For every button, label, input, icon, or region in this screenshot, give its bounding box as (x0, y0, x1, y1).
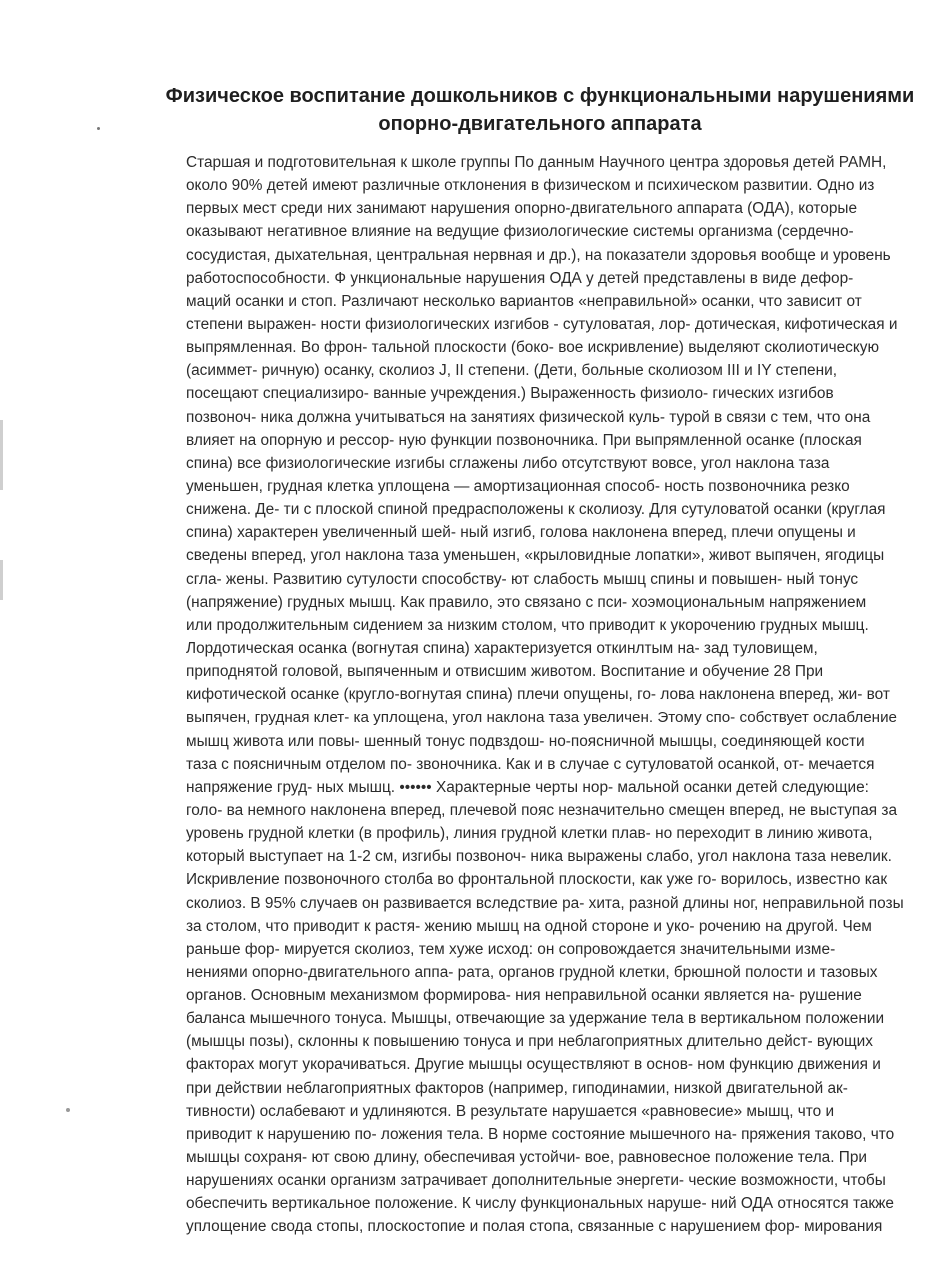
body-text-line: уровень грудной клетки (в профиль), линия грудной клетки плав- но переходит в линию живота, (186, 825, 873, 843)
body-text-line: нарушениях осанки организм затрачивает дополнительные энергети- ческие возможности, чтобы (186, 1172, 886, 1190)
body-text-line: раньше фор- мируется сколиоз, тем хуже исход: он сопровождается значительными изме- (186, 940, 836, 958)
body-text-line: голо- ва немного наклонена вперед, плечевой пояс незначительно смещен вперед, не выступая за (186, 801, 898, 819)
body-text-line: позвоноч- ника должна учитываться на занятиях физической куль- турой в связи с тем, что она (186, 408, 871, 426)
body-text-line: приподнятой головой, выпяченным и отвисшим животом. Воспитание и обучение 28 При (186, 663, 824, 681)
body-text-line: (асиммет- ричную) осанку, сколиоз J, II степени. (Дети, больные сколиозом III и IY степени, (186, 362, 837, 380)
body-text-line: оказывают негативное влияние на ведущие физиологические системы организма (сердечно- (186, 223, 854, 241)
body-text-line: мышц живота или повы- шенный тонус подвздош- но-поясничной мышцы, соединяющей кости (186, 732, 865, 750)
scan-speck (97, 127, 100, 130)
body-text-line: Искривление позвоночного столба во фронтальной плоскости, как уже го- ворилось, известно как (186, 871, 888, 889)
body-text-line: который выступает на 1-2 см, изгибы позвоноч- ника выражены слабо, угол наклона таза невелик. (186, 848, 892, 866)
body-text-line: маций осанки и стоп. Различают несколько вариантов «неправильной» осанки, что зависит от (186, 292, 862, 310)
body-text-line: баланса мышечного тонуса. Мышцы, отвечающие за удержание тела в вертикальном положении (186, 1010, 885, 1028)
body-text-line: таза с поясничным отделом по- звоночника. Как и в случае с сутуловатой осанкой, от- мечается (186, 755, 875, 773)
body-text-line: спина) характерен увеличенный шей- ный изгиб, голова наклонена вперед, плечи опущены и (186, 524, 856, 542)
body-text-line: приводит к нарушению по- ложения тела. В норме состояние мышечного на- пряжения таково, что (186, 1125, 895, 1143)
scan-edge-shadow (0, 420, 3, 490)
scan-speck (66, 1108, 70, 1112)
body-text-line: влияет на опорную и рессор- ную функции позвоночника. При выпрямленной осанке (плоская (186, 431, 862, 449)
body-text-line: или продолжительным сидением за низким столом, что приводит к укорочению грудных мышц. (186, 616, 869, 634)
body-text-line: около 90% детей имеют различные отклонения в физическом и психическом развитии. Одно из (186, 177, 875, 195)
document-title (140, 82, 930, 138)
body-text-line: кифотической осанке (кругло-вогнутая спина) плечи опущены, го- лова наклонена вперед, жи- вот (186, 686, 890, 704)
body-text-line: тивности) ослабевают и удлиняются. В результате нарушается «равновесие» мышц, что и (186, 1102, 835, 1120)
body-text-line: напряжение груд- ных мышц. •••••• Характерные черты нор- мальной осанки детей следующие: (186, 778, 869, 796)
body-text-line: (мышцы позы), склонны к повышению тонуса и при неблагоприятных длительно дейст- вующих (186, 1033, 873, 1051)
body-text-line: при действии неблагоприятных факторов (например, гиподинамии, низкой двигательной ак- (186, 1079, 848, 1097)
body-text-line: Старшая и подготовительная к школе группы По данным Научного центра здоровья детей РАМН, (186, 154, 887, 171)
body-text-line: обеспечить вертикальное положение. К числу функциональных наруше- ний ОДА относятся также (186, 1195, 894, 1213)
body-text-line: первых мест среди них занимают нарушения опорно-двигательного аппарата (ОДА), которые (186, 200, 858, 218)
body-text-line: сведены вперед, угол наклона таза уменьшен, «крыловидные лопатки», живот выпячен, ягодицы (186, 547, 885, 565)
body-text-line: спина) все физиологические изгибы сглажены либо отсутствуют вовсе, угол наклона таза (186, 454, 830, 472)
body-text-line: степени выражен- ности физиологических изгибов - сутуловатая, лор- дотическая, кифотическая и (186, 315, 898, 333)
scan-edge-shadow (0, 560, 3, 600)
body-text-line: за столом, что приводит к растя- жению мышц на одной стороне и уко- рочению на другой. Чем (186, 917, 872, 935)
body-text-line: сколиоз. В 95% случаев он развивается вследствие ра- хита, разной длины ног, неправильной позы (186, 894, 904, 912)
body-text-line: уменьшен, грудная клетка уплощена — амортизационная способ- ность позвоночника резко (186, 477, 850, 495)
body-text-line: Лордотическая осанка (вогнутая спина) характеризуется откинлтым на- зад туловищем, (186, 639, 818, 657)
title-line: опорно-двигательного аппарата (378, 113, 702, 135)
body-text-line: снижена. Де- ти с плоской спиной предрасположены к сколиозу. Для сутуловатой осанки (круглая (186, 501, 886, 519)
body-text-line: работоспособности. Ф ункциональные нарушения ОДА у детей представлены в виде дефор- (186, 269, 854, 287)
body-text-line: выпячен, грудная клет- ка уплощена, угол наклона таза увеличен. Этому спо- собствует ослабление (186, 709, 897, 727)
title-line: Физическое воспитание дошкольников с функциональными нарушениями (165, 85, 915, 107)
body-text-line: органов. Основным механизмом формирова- ния неправильной осанки является на- рушение (186, 987, 862, 1005)
body-text-line: выпрямленная. Во фрон- тальной плоскости (боко- вое искривление) выделяют сколиотическую (186, 339, 879, 357)
body-text-line: (напряжение) грудных мышц. Как правило, это связано с пси- хоэмоциональным напряжением (186, 593, 867, 611)
body-text-line: уплощение свода стопы, плоскостопие и полая стопа, связанные с нарушением фор- мирования (186, 1218, 883, 1236)
body-text-line: сгла- жены. Развитию сутулости способству- ют слабость мышц спины и повышен- ный тонус (186, 570, 859, 588)
document-body (186, 151, 906, 1239)
body-text-line: нениями опорно-двигательного аппа- рата, органов грудной клетки, брюшной полости и тазовых (186, 963, 878, 981)
body-text-line: факторах могут укорачиваться. Другие мышцы осуществляют в основ- ном функцию движения и (186, 1056, 881, 1074)
body-text-line: сосудистая, дыхательная, центральная нервная и др.), на показатели здоровья вообще и уровень (186, 246, 891, 264)
body-text-line: мышцы сохраня- ют свою длину, обеспечивая устойчи- вое, равновесное положение тела. При (186, 1149, 868, 1167)
body-text-line: посещают специализиро- ванные учреждения.) Выраженность физиоло- гических изгибов (186, 385, 834, 403)
